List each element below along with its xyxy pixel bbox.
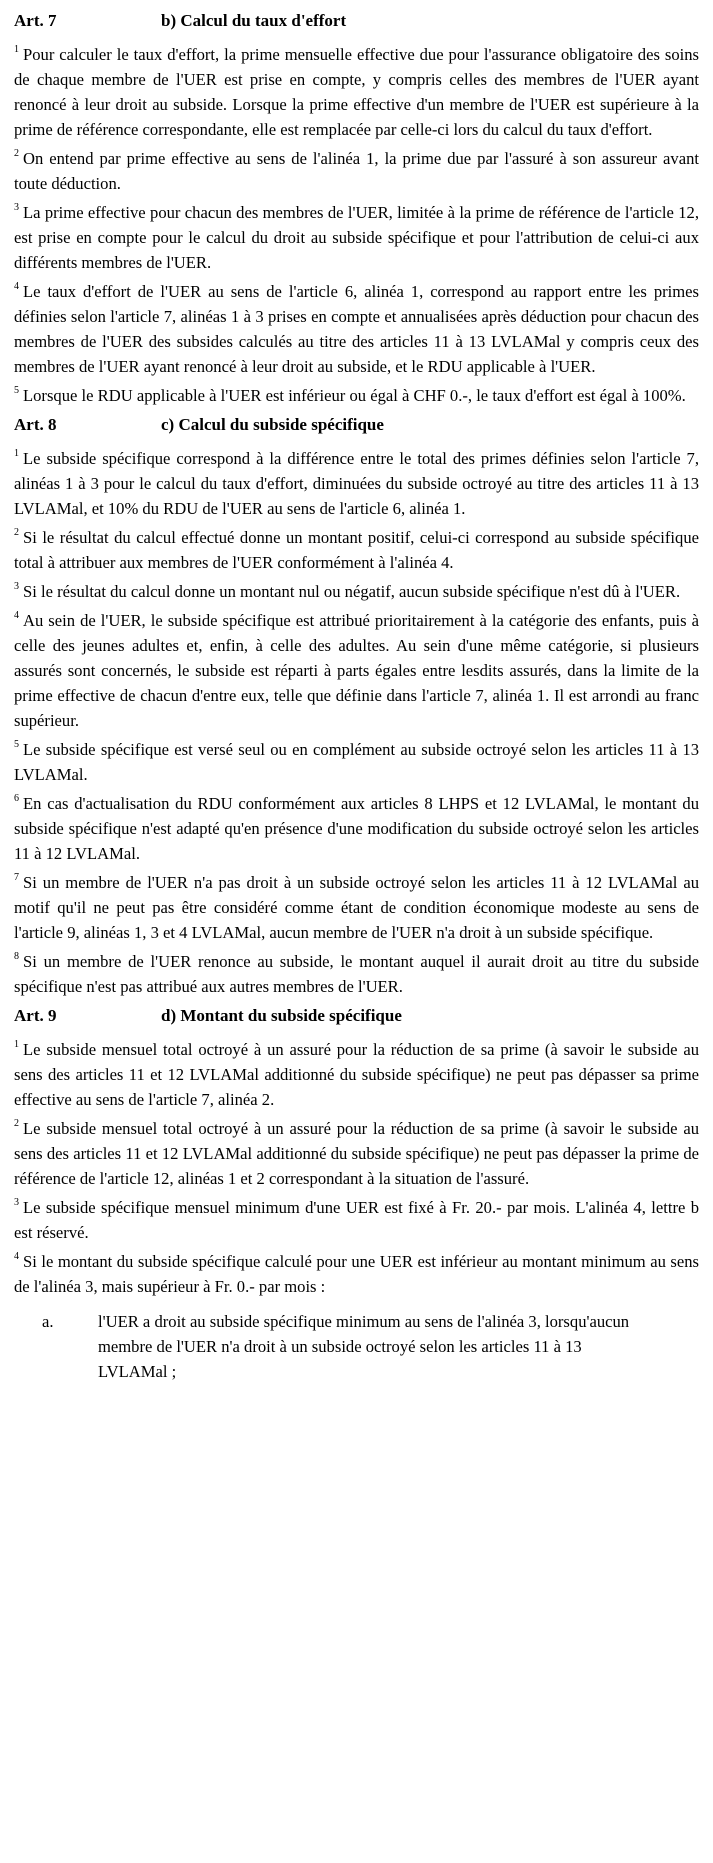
paragraph [14, 737, 699, 787]
paragraph [14, 525, 699, 575]
paragraph [14, 1116, 699, 1191]
paragraph-text: Si le résultat du calcul effectué donne un montant positif, celui-ci correspond au subside spécifique total à attribuer aux membres de l'UER conformément à l'alinéa 4. [14, 528, 699, 572]
paragraph-number: 3 [14, 202, 19, 213]
paragraph-text: En cas d'actualisation du RDU conformément aux articles 8 LHPS et 12 LVLAMal, le montant du subside spécifique n'est adapté qu'en présence d'une modification du subside octroyé selon les articles 11 à 12 LVLAMal. [14, 794, 699, 863]
paragraph [14, 42, 699, 142]
paragraph [14, 279, 699, 379]
paragraph [14, 791, 699, 866]
paragraph-text: Lorsque le RDU applicable à l'UER est inférieur ou égal à CHF 0.-, le taux d'effort est égal à 100%. [23, 386, 686, 405]
article-8 [14, 414, 699, 999]
paragraph-number: 8 [14, 951, 19, 962]
paragraph-number: 4 [14, 1251, 19, 1262]
paragraph [14, 446, 699, 521]
article-title: b) Calcul du taux d'effort [161, 11, 347, 30]
article-heading [14, 1005, 699, 1027]
article-heading [14, 10, 699, 32]
paragraph-text: Le subside mensuel total octroyé à un assuré pour la réduction de sa prime (à savoir le subside au sens des articles 11 et 12 LVLAMal additionné du subside spécifique) ne peut pas dépasser la prime de référence de l'article 12, alinéas 1 et 2 correspondant à la situation de l'assuré. [14, 1119, 699, 1188]
paragraph-text: Si un membre de l'UER renonce au subside, le montant auquel il aurait droit au titre du subside spécifique n'est pas attribué aux autres membres de l'UER. [14, 952, 699, 996]
paragraph [14, 146, 699, 196]
paragraph-number: 1 [14, 44, 19, 55]
article-title: c) Calcul du subside spécifique [161, 415, 384, 434]
paragraph-number: 3 [14, 581, 19, 592]
paragraph [14, 200, 699, 275]
list-item-letter: a. [42, 1312, 54, 1331]
article-number: Art. 7 [14, 11, 57, 30]
paragraph-number: 2 [14, 1118, 19, 1129]
paragraph-text: Le subside spécifique mensuel minimum d'une UER est fixé à Fr. 20.- par mois. L'alinéa 4, lettre b est réservé. [14, 1198, 699, 1242]
paragraph-text: On entend par prime effective au sens de l'alinéa 1, la prime due par l'assuré à son assureur avant toute déduction. [14, 149, 699, 193]
paragraph-text: Le subside spécifique correspond à la différence entre le total des primes définies selon l'article 7, alinéas 1 à 3 pour le calcul du taux d'effort, diminuées du subside octroyé au titre des articles 11 à 13 LVLAMal, et 10% du RDU de l'UER au sens de l'article 6, alinéa 1. [14, 449, 699, 518]
list-item-text: l'UER a droit au subside spécifique minimum au sens de l'alinéa 3, lorsqu'aucun membre de l'UER n'a droit à un subside octroyé selon les articles 11 à 13 LVLAMal ; [98, 1312, 630, 1381]
article-number: Art. 8 [14, 415, 57, 434]
article-9 [14, 1005, 699, 1384]
paragraph-text: Le subside spécifique est versé seul ou en complément au subside octroyé selon les articles 11 à 13 LVLAMal. [14, 740, 699, 784]
article-title: d) Montant du subside spécifique [161, 1006, 402, 1025]
paragraph-number: 4 [14, 610, 19, 621]
paragraph [14, 579, 699, 604]
paragraph [14, 1195, 699, 1245]
paragraph [14, 383, 699, 408]
paragraph-number: 1 [14, 1039, 19, 1050]
paragraph [14, 949, 699, 999]
paragraph-text: Le taux d'effort de l'UER au sens de l'article 6, alinéa 1, correspond au rapport entre les primes définies selon l'article 7, alinéas 1 à 3 prises en compte et annualisées après déduction pour chacun des membres de l'UER des subsides calculés au titre des articles 11 à 13 LVLAMal y compris ceux des membres de l'UER ayant renoncé à leur droit au subside, et le RDU applicable à l'UER. [14, 282, 699, 376]
article-heading [14, 414, 699, 436]
paragraph [14, 608, 699, 733]
paragraph-text: Si le montant du subside spécifique calculé pour une UER est inférieur au montant minimum au sens de l'alinéa 3, mais supérieur à Fr. 0.- par mois : [14, 1252, 699, 1296]
paragraph-text: Pour calculer le taux d'effort, la prime mensuelle effective due pour l'assurance obligatoire des soins de chaque membre de l'UER est prise en compte, y compris celles des membres de l'UER ayant renoncé à leur droit au subside. Lorsque la prime effective d'un membre de l'UER est supérieure à la prime de référence correspondante, elle est remplacée par celle-ci lors du calcul du taux d'effort. [14, 45, 699, 139]
paragraph-number: 3 [14, 1197, 19, 1208]
paragraph-number: 1 [14, 448, 19, 459]
paragraph [14, 870, 699, 945]
paragraph [14, 1249, 699, 1299]
list-item [42, 1309, 699, 1384]
paragraph-text: Le subside mensuel total octroyé à un assuré pour la réduction de sa prime (à savoir le subside au sens des articles 11 et 12 LVLAMal additionné du subside spécifique) ne peut pas dépasser sa prime effective au sens de l'article 7, alinéa 2. [14, 1040, 699, 1109]
paragraph-number: 5 [14, 739, 19, 750]
paragraph-text: Si le résultat du calcul donne un montant nul ou négatif, aucun subside spécifique n'est dû à l'UER. [23, 582, 681, 601]
paragraph-number: 5 [14, 385, 19, 396]
paragraph-text: Au sein de l'UER, le subside spécifique est attribué prioritairement à la catégorie des enfants, puis à celle des jeunes adultes et, enfin, à celle des adultes. Au sein d'une même catégorie, si plusieurs assurés sont concernés, le subside est réparti à parts égales entre lesdits assurés, dans la limite de la prime effective de chacun d'entre eux, telle que définie dans l'article 7, alinéa 1. Il est arrondi au franc supérieur. [14, 611, 699, 730]
article-7 [14, 10, 699, 408]
paragraph-text: La prime effective pour chacun des membres de l'UER, limitée à la prime de référence de l'article 12, est prise en compte pour le calcul du droit au subside spécifique et pour l'attribution de celui-ci aux différents membres de l'UER. [14, 203, 699, 272]
paragraph-number: 2 [14, 527, 19, 538]
article-number: Art. 9 [14, 1006, 57, 1025]
paragraph-text: Si un membre de l'UER n'a pas droit à un subside octroyé selon les articles 11 à 12 LVLAMal au motif qu'il ne peut pas être considéré comme étant de condition économique modeste au sens de l'article 9, alinéas 1, 3 et 4 LVLAMal, aucun membre de l'UER n'a droit à un subside spécifique. [14, 873, 699, 942]
paragraph [14, 1037, 699, 1112]
paragraph-number: 7 [14, 872, 19, 883]
paragraph-number: 4 [14, 281, 19, 292]
paragraph-number: 6 [14, 793, 19, 804]
paragraph-number: 2 [14, 148, 19, 159]
